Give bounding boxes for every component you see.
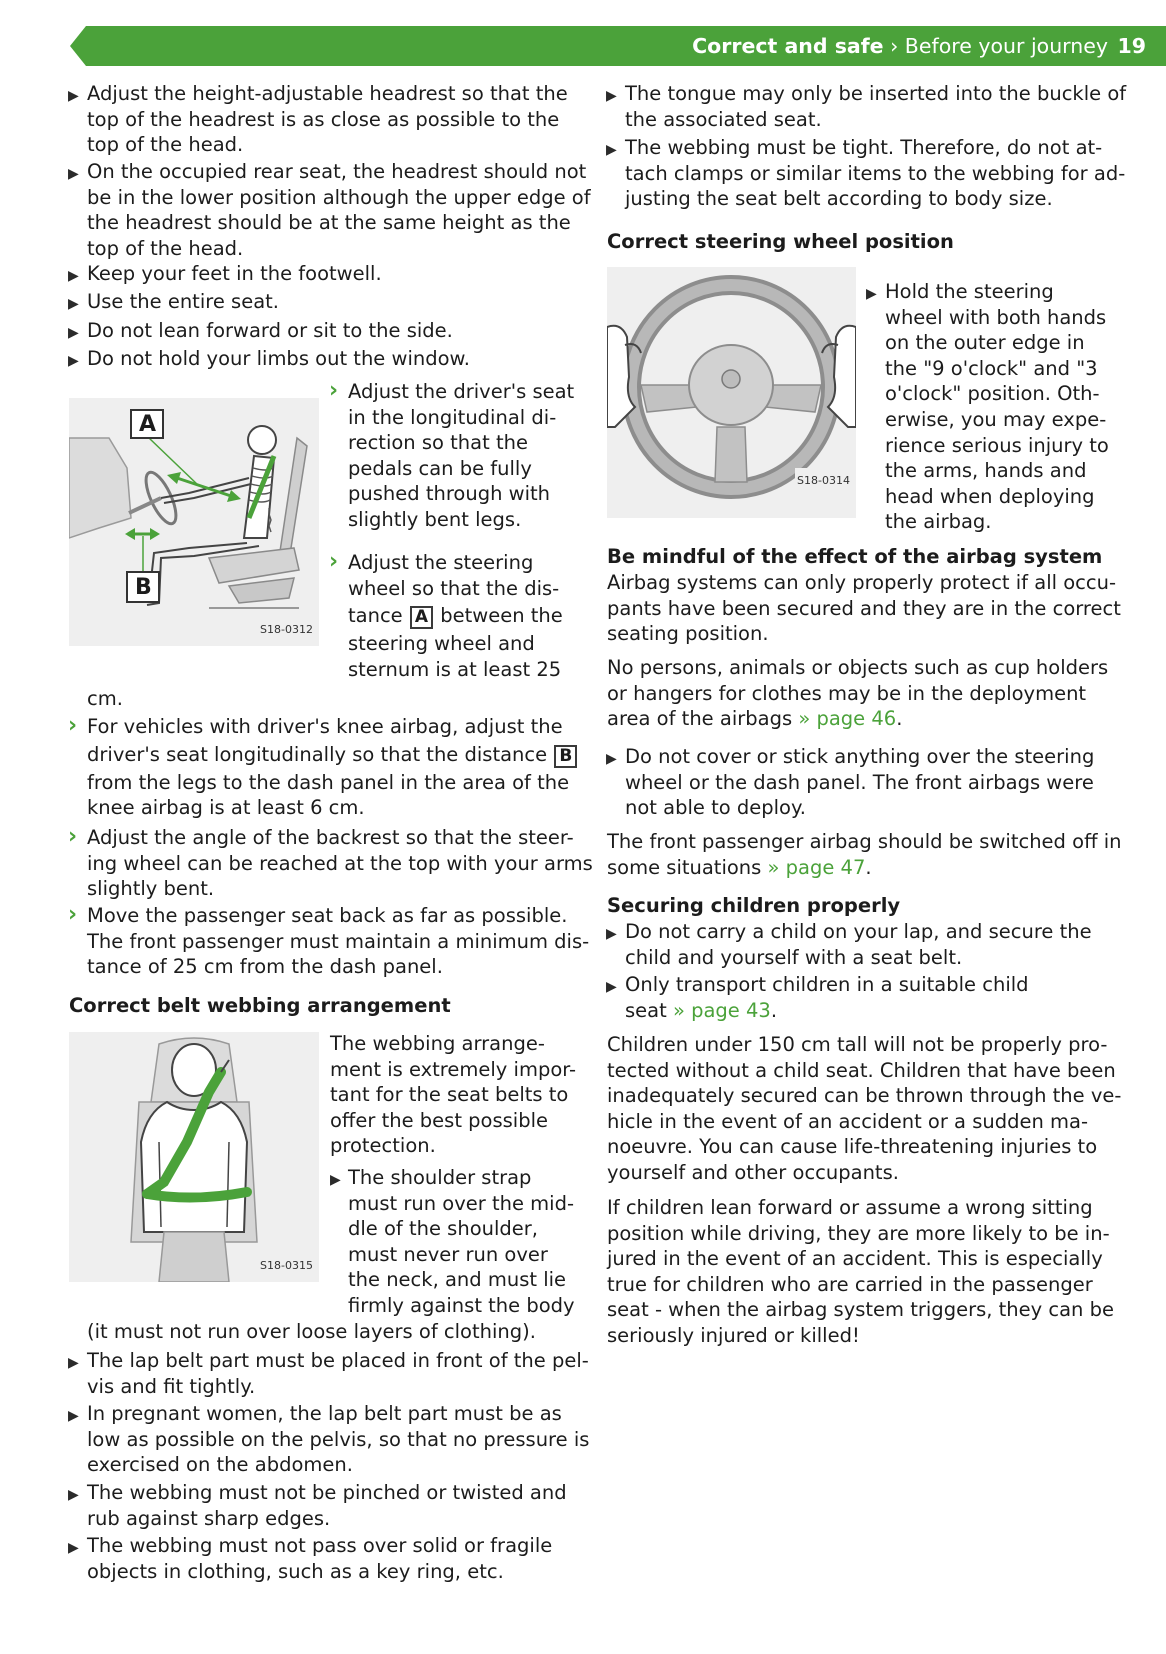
text-line: rection so that the <box>348 431 528 455</box>
step-chevron-icon: › <box>68 902 78 927</box>
text-line: yourself and other occupants. <box>607 1160 899 1184</box>
page-number: 19 <box>1117 34 1146 58</box>
bullet-icon: ▶ <box>68 268 79 284</box>
wheel-heading: Correct steering wheel position <box>607 230 954 253</box>
page-header <box>70 26 1166 66</box>
left-bullet-pregnant <box>87 1401 589 1478</box>
text-line: wheel or the dash panel. The front airbags were <box>625 770 1094 794</box>
step-chevron-icon: › <box>68 713 78 738</box>
text-line: Airbag systems can only properly protect if all occu- <box>607 571 1116 594</box>
driver-seat-illustration <box>69 398 319 646</box>
text-line: rience serious injury to <box>885 433 1109 457</box>
bullet-icon: ▶ <box>68 1408 79 1424</box>
text-line: dle of the shoulder, <box>348 1217 539 1241</box>
text-line: Children under 150 cm tall will not be properly pro- <box>607 1033 1108 1056</box>
text-line <box>607 706 1108 732</box>
bullet-icon: ▶ <box>68 1487 79 1503</box>
text-line: knee airbag is at least 6 cm. <box>87 796 365 820</box>
belt-paragraph <box>330 1031 576 1159</box>
text-line: Move the passenger seat back as far as possible. <box>87 904 568 927</box>
text-line: slightly bent. <box>87 877 215 901</box>
figure-code: S18-0315 <box>258 1253 315 1279</box>
bullet-icon: ▶ <box>68 1355 79 1371</box>
text-line <box>607 855 1121 881</box>
text-line: the neck, and must lie <box>348 1268 567 1292</box>
text-line: the airbag. <box>885 510 992 534</box>
breadcrumb <box>692 32 1108 60</box>
text-line: the "9 o'clock" and "3 <box>885 356 1098 380</box>
text-line: On the occupied rear seat, the headrest should not <box>87 160 587 183</box>
text-line: head when deploying <box>885 484 1095 508</box>
airbag-heading: Be mindful of the effect of the airbag system <box>607 545 1103 568</box>
text-line: No persons, animals or objects such as cup holders <box>607 656 1109 679</box>
step-chevron-icon: › <box>329 378 339 403</box>
bullet-icon: ▶ <box>68 353 79 369</box>
text-line: rub against sharp edges. <box>87 1506 331 1530</box>
text-line: steering wheel and <box>348 632 535 656</box>
text-line: be in the lower position although the upper edge of <box>87 185 591 209</box>
step-chevron-icon: › <box>329 549 339 574</box>
text-line: In pregnant women, the lap belt part must be as <box>87 1402 562 1425</box>
text-line: wheel so that the dis- <box>348 576 560 600</box>
text-line: tant for the seat belts to <box>330 1083 569 1107</box>
text-line <box>625 998 1029 1024</box>
airbag-bullet <box>625 744 1094 821</box>
text-line: justing the seat belt according to body size. <box>625 187 1053 211</box>
text-line: true for children who are carried in the passenger <box>607 1272 1093 1296</box>
text-line: not able to deploy. <box>625 796 806 820</box>
text-line: low as possible on the pelvis, so that no pressure is <box>87 1427 590 1451</box>
text-line: tach clamps or similar items to the webbing for ad- <box>625 161 1126 185</box>
text-run: driver's seat longitudinally so that the distance <box>87 742 548 766</box>
left-bullet-2 <box>87 159 591 261</box>
inline-label-b: B <box>554 745 577 768</box>
children-bullet-1 <box>625 919 1092 970</box>
text-line: vis and fit tightly. <box>87 1374 256 1398</box>
text-line: from the legs to the dash panel in the area of the <box>87 770 570 794</box>
bullet-icon: ▶ <box>68 88 79 104</box>
text-line: top of the head. <box>87 133 244 157</box>
figure-code: S18-0314 <box>795 468 852 494</box>
text-line: the headrest should be at the same height as the <box>87 211 571 235</box>
text-line: pants have been secured and they are in the correct <box>607 596 1121 620</box>
text-line: slightly bent legs. <box>348 507 522 531</box>
bullet-icon: ▶ <box>866 286 877 302</box>
text-line: objects in clothing, such as a key ring, etc. <box>87 1559 504 1583</box>
step-passenger <box>87 903 589 980</box>
text-line: pedals can be fully <box>348 456 532 480</box>
text-line: inadequately secured can be thrown through the ve- <box>607 1084 1122 1108</box>
right-bullet-tight <box>625 135 1125 212</box>
text-line: ment is extremely impor- <box>330 1057 577 1081</box>
text-line: firmly against the body <box>348 1293 575 1317</box>
text-line: noeuvre. You can cause life-threatening injuries to <box>607 1135 1098 1159</box>
text-line: sternum is at least 25 <box>348 657 562 681</box>
left-bullet-pinched <box>87 1480 567 1531</box>
text-line: hicle in the event of an accident or a sudden ma- <box>607 1109 1089 1133</box>
text-line: o'clock" position. Oth- <box>885 382 1100 406</box>
belt-shoulder-cont: (it must not run over loose layers of clothing). <box>87 1320 536 1343</box>
text-line <box>348 603 563 629</box>
text-line: tance of 25 cm from the dash panel. <box>87 955 443 979</box>
figure-code: S18-0312 <box>258 617 315 643</box>
belt-shoulder-bullet <box>348 1165 575 1319</box>
bullet-icon: ▶ <box>68 325 79 341</box>
text-line: top of the headrest is as close as possible to the <box>87 107 560 131</box>
step-wheel-cm: cm. <box>87 687 123 710</box>
page-47-link[interactable]: » page 47 <box>761 855 866 879</box>
text-run: between the <box>440 604 563 628</box>
left-bullet-objects <box>87 1533 552 1584</box>
children-heading: Securing children properly <box>607 894 901 917</box>
text-line: Adjust the steering <box>348 551 534 574</box>
left-bullet-lap <box>87 1348 589 1399</box>
text-line: child and yourself with a seat belt. <box>625 945 963 969</box>
text-line: Hold the steering <box>885 280 1054 303</box>
page-46-link[interactable]: » page 46 <box>792 707 897 731</box>
text-line: The webbing must not be pinched or twisted and <box>87 1481 567 1504</box>
text-line: must never run over <box>348 1242 548 1266</box>
step-backrest <box>87 825 593 902</box>
text-line: The shoulder strap <box>348 1166 532 1189</box>
text-line: jured in the event of an accident. This is especially <box>607 1247 1103 1271</box>
text-line: Adjust the height-adjustable headrest so that the <box>87 82 568 105</box>
text-line: or hangers for clothes may be in the deployment <box>607 681 1087 705</box>
text-line: on the outer edge in <box>885 331 1085 355</box>
text-run: tance <box>348 604 403 628</box>
inline-label-a: A <box>410 606 433 629</box>
text-line: Do not carry a child on your lap, and secure the <box>625 920 1092 943</box>
step-knee-airbag <box>87 714 578 821</box>
bullet-icon: ▶ <box>606 751 617 767</box>
breadcrumb-separator: › <box>883 34 905 58</box>
airbag-paragraph-3 <box>607 829 1121 880</box>
text-line <box>87 742 578 768</box>
text-line: For vehicles with driver's knee airbag, adjust the <box>87 715 563 738</box>
text-line: The front passenger airbag should be switched off in <box>607 830 1122 853</box>
text-line: must run over the mid- <box>348 1191 575 1215</box>
text-line: top of the head. <box>87 236 244 260</box>
belt-illustration <box>69 1032 319 1282</box>
step-adjust-seat <box>348 379 574 533</box>
text-line: offer the best possible <box>330 1108 548 1132</box>
text-line: ing wheel can be reached at the top with your arms <box>87 851 593 875</box>
step-chevron-icon: › <box>68 824 78 849</box>
breadcrumb-section: Correct and safe <box>692 34 884 58</box>
step-adjust-wheel <box>348 550 563 682</box>
text-line: exercised on the abdomen. <box>87 1453 353 1477</box>
text-run: some situations <box>607 855 762 879</box>
text-run: . <box>865 855 872 879</box>
text-line: Adjust the driver's seat <box>348 380 575 403</box>
page-43-link[interactable]: » page 43 <box>666 998 771 1022</box>
figure-label-b: B <box>135 575 152 600</box>
text-line: The lap belt part must be placed in front of the pel- <box>87 1349 589 1372</box>
left-bullet-6: Do not hold your limbs out the window. <box>87 347 470 370</box>
text-line: the arms, hands and <box>885 459 1087 483</box>
text-line: The webbing arrange- <box>330 1032 545 1055</box>
belt-heading: Correct belt webbing arrangement <box>69 994 451 1017</box>
bullet-icon: ▶ <box>68 166 79 182</box>
text-line: The tongue may only be inserted into the buckle of <box>625 82 1127 105</box>
airbag-paragraph-1 <box>607 570 1121 647</box>
text-line: If children lean forward or assume a wrong sitting <box>607 1196 1093 1219</box>
bullet-icon: ▶ <box>606 979 617 995</box>
text-line: seat - when the airbag system triggers, they can be <box>607 1298 1114 1322</box>
text-line: in the longitudinal di- <box>348 405 557 429</box>
text-run: . <box>896 707 903 731</box>
text-line: tected without a child seat. Children that have been <box>607 1058 1116 1082</box>
bullet-icon: ▶ <box>68 1540 79 1556</box>
bullet-icon: ▶ <box>330 1172 341 1188</box>
airbag-paragraph-2 <box>607 655 1108 732</box>
left-bullet-3: Keep your feet in the footwell. <box>87 262 382 285</box>
text-line: position while driving, they are more likely to be in- <box>607 1221 1110 1245</box>
wheel-bullet <box>885 279 1109 535</box>
text-line: protection. <box>330 1134 436 1158</box>
text-line: erwise, you may expe- <box>885 407 1107 431</box>
bullet-icon: ▶ <box>68 296 79 312</box>
text-line: The front passenger must maintain a minimum dis- <box>87 929 590 953</box>
text-line: the associated seat. <box>625 107 822 131</box>
bullet-icon: ▶ <box>606 926 617 942</box>
children-bullet-2 <box>625 972 1029 1023</box>
left-bullet-5: Do not lean forward or sit to the side. <box>87 319 453 342</box>
text-line: seriously injured or killed! <box>607 1323 860 1347</box>
breadcrumb-subsection: Before your journey <box>904 34 1108 58</box>
right-bullet-tongue <box>625 81 1126 132</box>
figure-belt <box>69 1032 319 1282</box>
text-line: pushed through with <box>348 482 551 506</box>
bullet-icon: ▶ <box>606 142 617 158</box>
bullet-icon: ▶ <box>606 88 617 104</box>
text-line: The webbing must not pass over solid or fragile <box>87 1534 553 1557</box>
text-line: Only transport children in a suitable child <box>625 973 1029 996</box>
text-run: area of the airbags <box>607 707 793 731</box>
text-line: wheel with both hands <box>885 305 1107 329</box>
text-line: Adjust the angle of the backrest so that the steer- <box>87 826 574 849</box>
text-line: The webbing must be tight. Therefore, do not at- <box>625 136 1103 159</box>
children-paragraph-1 <box>607 1032 1121 1186</box>
figure-driver-seat <box>69 398 319 646</box>
left-bullet-1 <box>87 81 568 158</box>
figure-label-a: A <box>139 412 157 437</box>
text-line: seating position. <box>607 622 769 646</box>
children-paragraph-2 <box>607 1195 1114 1349</box>
text-run: . <box>770 998 778 1022</box>
text-run: seat <box>625 998 667 1022</box>
text-line: Do not cover or stick anything over the steering <box>625 745 1095 768</box>
left-bullet-4: Use the entire seat. <box>87 290 279 313</box>
figure-steering-wheel <box>607 267 856 518</box>
